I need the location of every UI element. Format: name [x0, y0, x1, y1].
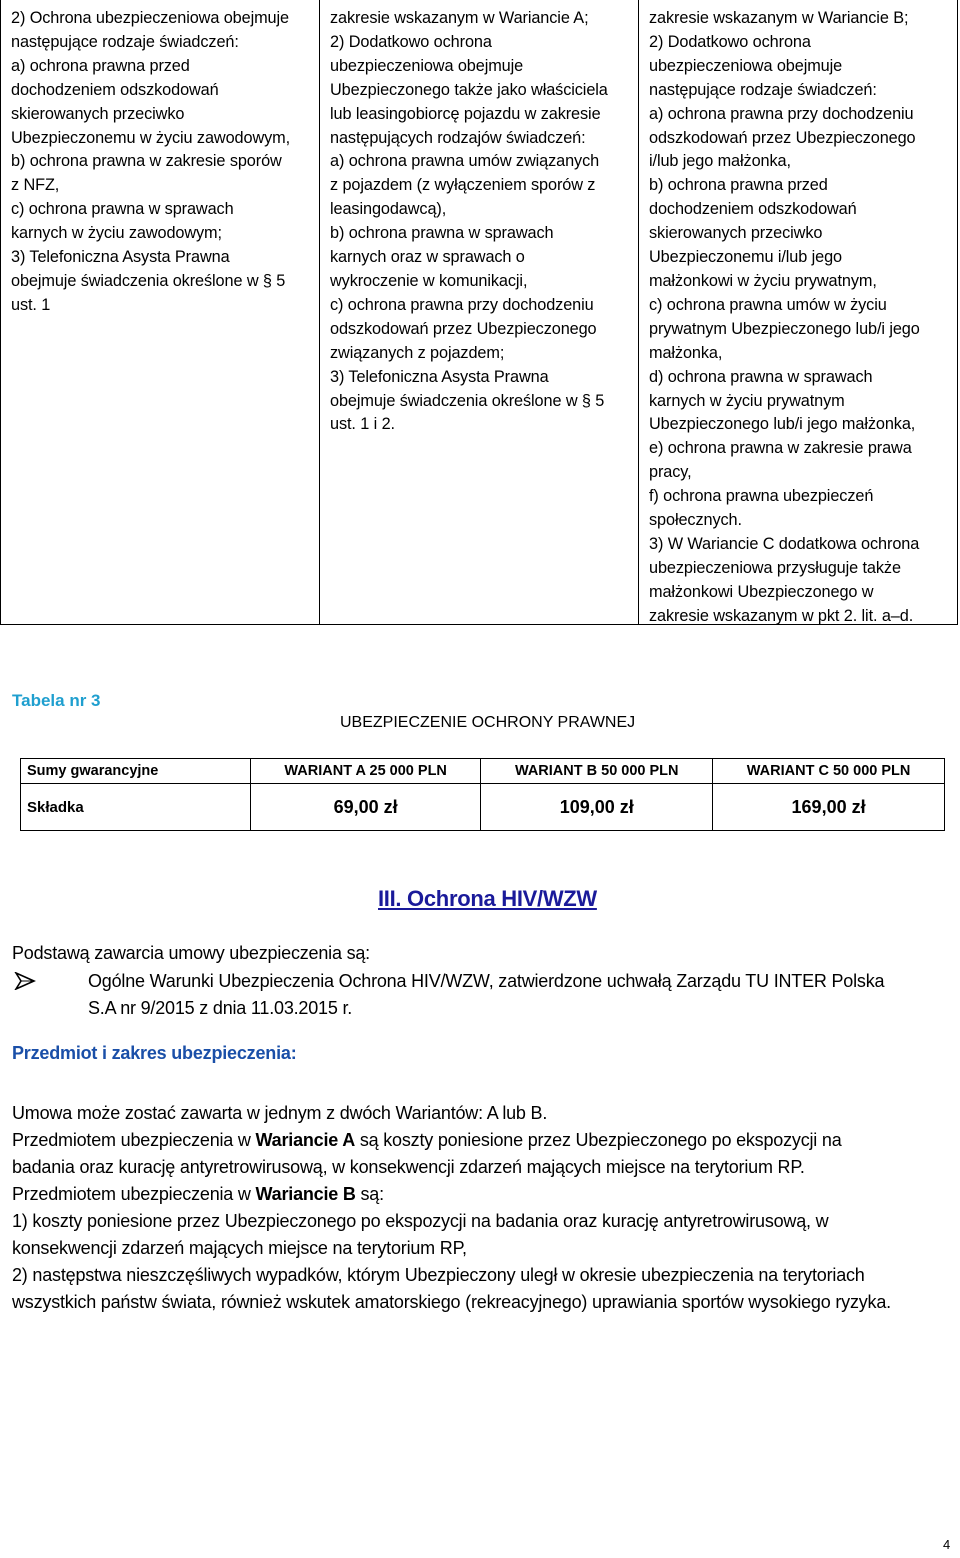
paragraph-4 [12, 1181, 384, 1207]
column-text-line: obejmuje świadczenia określone w § 5 [11, 271, 286, 290]
premium-variant-c: 169,00 zł [713, 784, 945, 831]
column-text-line: leasingodawcą), [330, 200, 447, 219]
column-text-line: 2) Dodatkowo ochrona [649, 32, 811, 51]
bullet-line-2: S.A nr 9/2015 z dnia 11.03.2015 r. [88, 998, 353, 1018]
variant-a-bold: Wariancie A [255, 1130, 356, 1150]
header-variant-c: WARIANT C 50 000 PLN [713, 759, 945, 784]
paragraph-1: Umowa może zostać zawarta w jednym z dwóch Wariantów: A lub B. [12, 1103, 548, 1123]
column-text-line: wykroczenie w komunikacji, [330, 271, 528, 290]
header-sums: Sumy gwarancyjne [21, 759, 251, 784]
column-text-line: karnych w życiu zawodowym; [11, 224, 222, 243]
paragraph-6: konsekwencji zdarzeń mających miejsce na terytorium RP, [12, 1238, 467, 1258]
page-number: 4 [943, 1537, 951, 1552]
column-text-line: odszkodowań przez Ubezpieczonego [649, 128, 916, 147]
subject-heading: Przedmiot i zakres ubezpieczenia: [12, 1043, 297, 1063]
column-text-line: małżonkowi w życiu prywatnym, [649, 271, 877, 290]
table-header-row [21, 759, 945, 784]
column-text-line: a) ochrona prawna przy dochodzeniu [649, 104, 914, 123]
coverage-variants-table [0, 0, 958, 625]
variant-b-column [320, 0, 639, 624]
column-text-line: lub leasingobiorcę pojazdu w zakresie [330, 104, 601, 123]
column-text-line: Ubezpieczonego lub/i jego małżonka, [649, 415, 916, 434]
column-text-line: społecznych. [649, 511, 742, 530]
paragraph-2-pre: Przedmiotem ubezpieczenia w [12, 1130, 256, 1150]
column-text-line: zakresie wskazanym w pkt 2. lit. a–d. [649, 606, 914, 625]
premium-variant-a: 69,00 zł [251, 784, 481, 831]
column-text-line: karnych oraz w sprawach o [330, 248, 525, 267]
header-variant-a: WARIANT A 25 000 PLN [251, 759, 481, 784]
column-text-line: 3) Telefoniczna Asysta Prawna [330, 367, 549, 386]
row-label-premium: Składka [21, 784, 251, 831]
paragraph-4-post: są: [355, 1184, 384, 1204]
column-text-line: związanych z pojazdem; [330, 343, 505, 362]
column-text-line: zakresie wskazanym w Wariancie A; [330, 9, 589, 27]
variant-a-column [1, 0, 320, 624]
column-text-line: pracy, [649, 463, 692, 482]
column-text-line: z pojazdem (z wyłączeniem sporów z [330, 176, 596, 195]
column-text-line: dochodzeniem odszkodowań [11, 80, 219, 99]
column-text-line: odszkodowań przez Ubezpieczonego [330, 319, 597, 338]
column-text-line: 3) W Wariancie C dodatkowa ochrona [649, 534, 920, 553]
variant-c-column [639, 0, 957, 624]
column-text-line: prywatnym Ubezpieczonego lub/i jego [649, 319, 920, 338]
column-text-line: karnych w życiu prywatnym [649, 391, 845, 410]
column-text-line: c) ochrona prawna umów w życiu [649, 295, 887, 314]
column-text-line: ubezpieczeniowa przysługuje także [649, 558, 901, 577]
column-text-line: z NFZ, [11, 176, 60, 195]
column-text-line: 2) Ochrona ubezpieczeniowa obejmuje [11, 9, 289, 27]
table-row [21, 784, 945, 831]
column-text-line: b) ochrona prawna w zakresie sporów [11, 152, 282, 171]
section-heading: III. Ochrona HIV/WZW [378, 886, 597, 911]
table-label: Tabela nr 3 [12, 691, 101, 710]
paragraph-5: 1) koszty poniesione przez Ubezpieczonego po ekspozycji na badania oraz kurację antyretrowirusową, w [12, 1211, 829, 1231]
column-text-line: małżonka, [649, 343, 723, 362]
paragraph-2 [12, 1127, 842, 1153]
header-variant-b: WARIANT B 50 000 PLN [481, 759, 713, 784]
column-text-line: i/lub jego małżonka, [649, 152, 791, 171]
column-text-line: następujące rodzaje świadczeń: [11, 32, 239, 51]
table-title: UBEZPIECZENIE OCHRONY PRAWNEJ [340, 714, 636, 731]
column-text-line: Ubezpieczonemu i/lub jego [649, 248, 842, 267]
paragraph-8: wszystkich państw świata, również wskutek amatorskiego (rekreacyjnego) uprawiania sportów wysokiego ryzyka. [12, 1292, 891, 1312]
column-text-line: e) ochrona prawna w zakresie prawa [649, 439, 912, 458]
column-text-line: ubezpieczeniowa obejmuje [649, 56, 843, 75]
column-text-line: małżonkowi Ubezpieczonego w [649, 582, 874, 601]
column-text-line: ust. 1 [11, 295, 51, 314]
column-text-line: f) ochrona prawna ubezpieczeń [649, 487, 874, 506]
column-text-line: Ubezpieczonego także jako właściciela [330, 80, 608, 99]
column-text-line: 3) Telefoniczna Asysta Prawna [11, 248, 230, 267]
column-text-line: obejmuje świadczenia określone w § 5 [330, 391, 605, 410]
column-text-line: ust. 1 i 2. [330, 415, 395, 434]
column-text-line: b) ochrona prawna w sprawach [330, 224, 554, 243]
column-text-line: a) ochrona prawna przed [11, 56, 190, 75]
column-text-line: następujące rodzaje świadczeń: [649, 80, 877, 99]
column-text-line: skierowanych przeciwko [649, 224, 823, 243]
bullet-line-1: Ogólne Warunki Ubezpieczenia Ochrona HIV/WZW, zatwierdzone uchwałą Zarządu TU INTER Polska [88, 971, 885, 991]
column-text-line: c) ochrona prawna przy dochodzeniu [330, 295, 594, 314]
premium-table [20, 758, 945, 831]
column-text-line: dochodzeniem odszkodowań [649, 200, 857, 219]
column-text-line: następujących rodzajów świadczeń: [330, 128, 586, 147]
column-text-line: zakresie wskazanym w Wariancie B; [649, 9, 909, 27]
column-text-line: b) ochrona prawna przed [649, 176, 828, 195]
column-text-line: skierowanych przeciwko [11, 104, 185, 123]
variant-b-bold: Wariancie B [255, 1184, 356, 1204]
premium-variant-b: 109,00 zł [481, 784, 713, 831]
paragraph-4-pre: Przedmiotem ubezpieczenia w [12, 1184, 256, 1204]
column-text-line: c) ochrona prawna w sprawach [11, 200, 234, 219]
column-text-line: 2) Dodatkowo ochrona [330, 32, 492, 51]
paragraph-3: badania oraz kurację antyretrowirusową, w konsekwencji zdarzeń mających miejsce na terytorium RP. [12, 1157, 805, 1177]
column-text-line: d) ochrona prawna w sprawach [649, 367, 873, 386]
arrow-bullet-icon [14, 968, 54, 998]
column-text-line: ubezpieczeniowa obejmuje [330, 56, 524, 75]
paragraph-7: 2) następstwa nieszczęśliwych wypadków, którym Ubezpieczony uległ w okresie ubezpieczenia na terytoriach [12, 1265, 865, 1285]
column-text-line: Ubezpieczonemu w życiu zawodowym, [11, 128, 291, 147]
paragraph-2-post: są koszty poniesione przez Ubezpieczonego po ekspozycji na [355, 1130, 842, 1150]
intro-text: Podstawą zawarcia umowy ubezpieczenia są: [12, 943, 370, 963]
column-text-line: a) ochrona prawna umów związanych [330, 152, 600, 171]
